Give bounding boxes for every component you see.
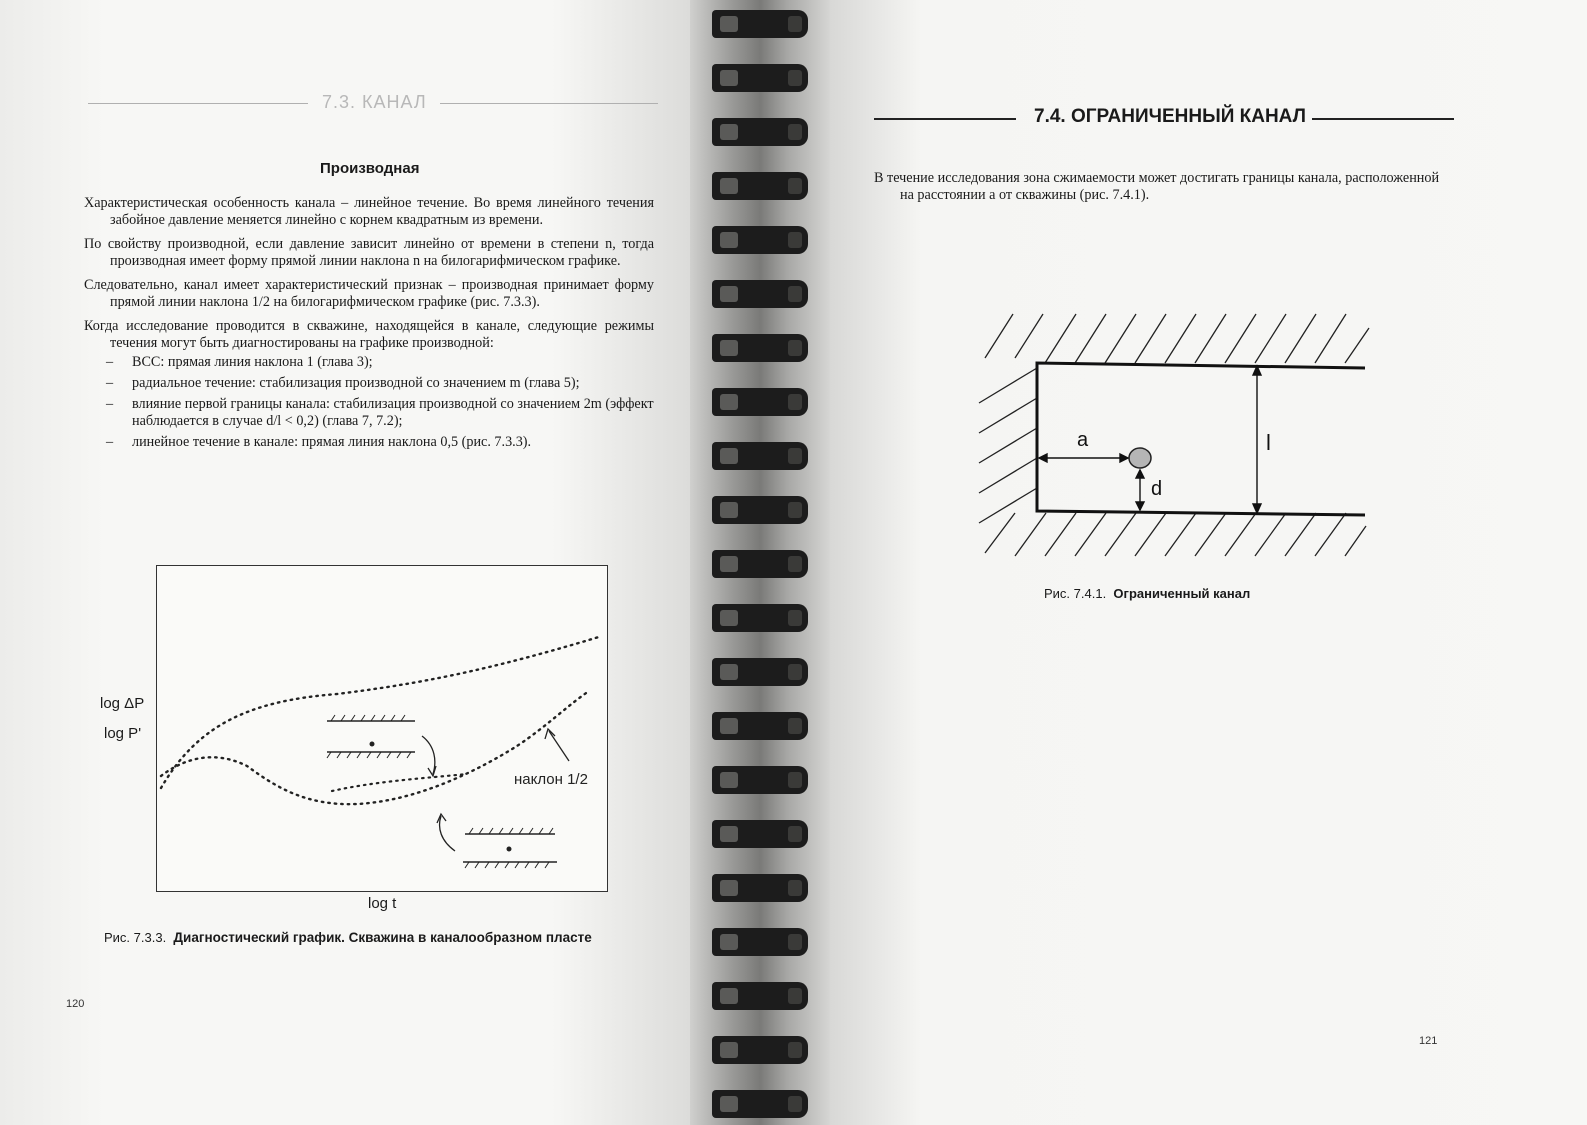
diagnostic-plot-svg [157, 566, 607, 891]
figure-caption-right [1044, 586, 1250, 601]
coil-loop [712, 10, 808, 38]
section-title-right: 7.4. ОГРАНИЧЕННЫЙ КАНАЛ [1034, 106, 1306, 127]
section-title-left: 7.3. КАНАЛ [322, 92, 427, 112]
list-item-text: ВСС: прямая линия наклона 1 (глава 3); [132, 354, 373, 370]
left-page [0, 0, 690, 1125]
coil-loop [712, 334, 808, 362]
slope-arrow [549, 731, 569, 761]
section-header-right [874, 106, 1454, 132]
coil-loop [712, 118, 808, 146]
well-icon [1129, 448, 1151, 468]
paragraph: По свойству производной, если давление зависит линейно от времени в степени n, тогда производная имеет форму прямой линии наклона n на билогарифмическом графике. [84, 236, 654, 269]
paragraph: Характеристическая особенность канала – линейное течение. Во время линейного течения забойное давление меняется линейно с корнем квадратным из времени. [84, 195, 654, 228]
list-dash: – [106, 396, 114, 412]
label-l: l [1266, 430, 1271, 455]
figure-caption-left [104, 930, 592, 945]
list-item-text: радиальное течение: стабилизация производной со значением m (глава 5); [132, 375, 580, 391]
coil-loop [712, 928, 808, 956]
section-header-left [88, 92, 658, 116]
paragraph: Когда исследование проводится в скважине, находящейся в канале, следующие режимы течения могут быть диагностированы на графике производной: [84, 318, 654, 351]
top-boundary-hatching [985, 314, 1369, 363]
list-dash: – [106, 375, 114, 391]
x-axis-label: log t [368, 895, 397, 912]
caption-title: Ограниченный канал [1113, 586, 1251, 601]
header-rule [874, 118, 1016, 120]
coil-loop [712, 226, 808, 254]
left-boundary-hatching [979, 368, 1037, 523]
coil-loop [712, 874, 808, 902]
coil-loop [712, 604, 808, 632]
slope-annotation: наклон 1/2 [514, 771, 588, 788]
header-rule [1312, 118, 1454, 120]
coil-loop [712, 982, 808, 1010]
coil-loop [712, 442, 808, 470]
pressure-curve [161, 636, 602, 788]
coil-loop [712, 388, 808, 416]
caption-title: Диагностический график. Скважина в каналообразном пласте [173, 930, 592, 945]
list-item-text: влияние первой границы канала: стабилизация производной со значением 2m (эффект наблюдается в случае d/l < 0,2) (глава 7, 7.2); [132, 396, 654, 429]
coil-loop [712, 280, 808, 308]
coil-loop [712, 658, 808, 686]
page-number-left: 120 [66, 998, 85, 1010]
regime-list [84, 354, 654, 451]
list-item [84, 375, 654, 392]
list-item [84, 396, 654, 430]
subheading: Производная [320, 160, 420, 177]
caption-number: Рис. 7.4.1. [1044, 586, 1107, 601]
coil-loop [712, 820, 808, 848]
caption-number: Рис. 7.3.3. [104, 930, 167, 945]
paragraph: Следовательно, канал имеет характеристический признак – производная принимает форму прямой линии наклона 1/2 на билогарифмическом графике (рис. 7.3.3). [84, 277, 654, 310]
coil-loop [712, 496, 808, 524]
list-dash: – [106, 354, 114, 370]
list-item [84, 354, 654, 371]
coil-binding [690, 0, 830, 1125]
page-number-right: 121 [1419, 1035, 1438, 1047]
coil-loop [712, 1090, 808, 1118]
diagnostic-plot [156, 565, 608, 892]
body-text-left [84, 195, 654, 455]
list-item [84, 434, 654, 451]
distance-a-arrow [1039, 454, 1128, 462]
radial-stabilization-line [332, 774, 467, 791]
y-axis-label-derivative: log P' [104, 725, 142, 742]
label-d: d [1151, 478, 1163, 500]
header-rule [88, 103, 308, 104]
distance-d-arrow [1136, 470, 1144, 510]
coil-loop [712, 172, 808, 200]
paragraph: В течение исследования зона сжимаемости может достигать границы канала, расположенной на расстоянии a от скважины (рис. 7.4.1). [874, 170, 1440, 203]
coil-loop [712, 766, 808, 794]
list-item-text: линейное течение в канале: прямая линия наклона 0,5 (рис. 7.3.3). [132, 434, 532, 450]
bottom-boundary-hatching [985, 513, 1366, 556]
bounded-channel-svg [975, 308, 1375, 568]
y-axis-label-pressure: log ΔP [100, 695, 145, 712]
list-dash: – [106, 434, 114, 450]
header-rule [440, 103, 658, 104]
channel-sketch-top [327, 715, 436, 776]
bounded-channel-diagram [975, 308, 1375, 568]
coil-loop [712, 712, 808, 740]
label-a: a [1077, 429, 1089, 451]
width-l-arrow [1253, 366, 1261, 513]
channel-sketch-bottom [437, 814, 557, 868]
coil-loop [712, 64, 808, 92]
body-text-right [874, 170, 1449, 204]
coil-loop [712, 1036, 808, 1064]
coil-loop [712, 550, 808, 578]
